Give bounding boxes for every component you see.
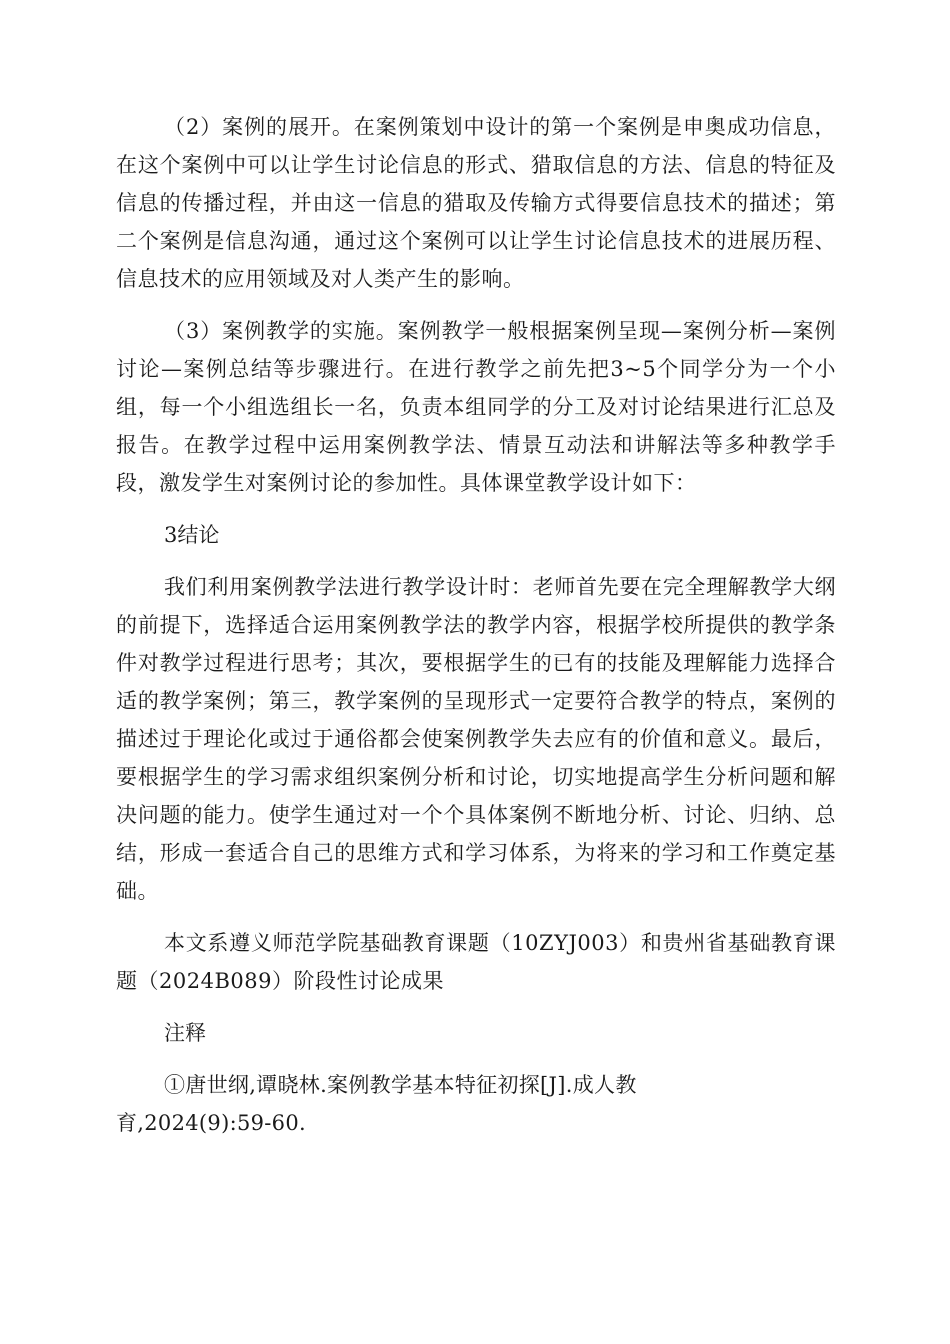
heading-notes: 注释 — [164, 1021, 206, 1045]
paragraph-funding: 本文系遵义师范学院基础教育课题（10ZYJ003）和贵州省基础教育课题（2024B089）阶段性讨论成果 — [116, 931, 836, 993]
paragraph-case-unfold: （2）案例的展开。在案例策划中设计的第一个案例是申奥成功信息，在这个案例中可以让学生讨论信息的形式、猎取信息的方法、信息的特征及信息的传播过程，并由这一信息的猎取及传输方式得要信息技术的描述；第二个案例是信息沟通，通过这个案例可以让学生讨论信息技术的进展历程、信息技术的应用领域及对人类产生的影响。 — [116, 115, 836, 291]
paragraph-case-implement: （3）案例教学的实施。案例教学一般根据案例呈现—案例分析—案例讨论—案例总结等步骤进行。在进行教学之前先把3~5个同学分为一个小组，每一个小组选组长一名，负责本组同学的分工及对讨论结果进行汇总及报告。在教学过程中运用案例教学法、情景互动法和讲解法等多种教学手段，激发学生对案例讨论的参加性。具体课堂教学设计如下： — [116, 319, 836, 495]
heading-conclusion: 3结论 — [164, 523, 220, 547]
footnote-1: ①唐世纲,谭晓林.案例教学基本特征初探[J].成人教育,2024(9):59-60. — [116, 1073, 637, 1135]
document-page — [116, 108, 836, 1142]
paragraph-conclusion: 我们利用案例教学法进行教学设计时：老师首先要在完全理解教学大纲的前提下，选择适合运用案例教学法的教学内容，根据学校所提供的教学条件对教学过程进行思考；其次，要根据学生的已有的技能及理解能力选择合适的教学案例；第三，教学案例的呈现形式一定要符合教学的特点，案例的描述过于理论化或过于通俗都会使案例教学失去应有的价值和意义。最后，要根据学生的学习需求组织案例分析和讨论，切实地提高学生分析问题和解决问题的能力。使学生通过对一个个具体案例不断地分析、讨论、归纳、总结，形成一套适合自己的思维方式和学习体系，为将来的学习和工作奠定基础。 — [116, 575, 836, 903]
